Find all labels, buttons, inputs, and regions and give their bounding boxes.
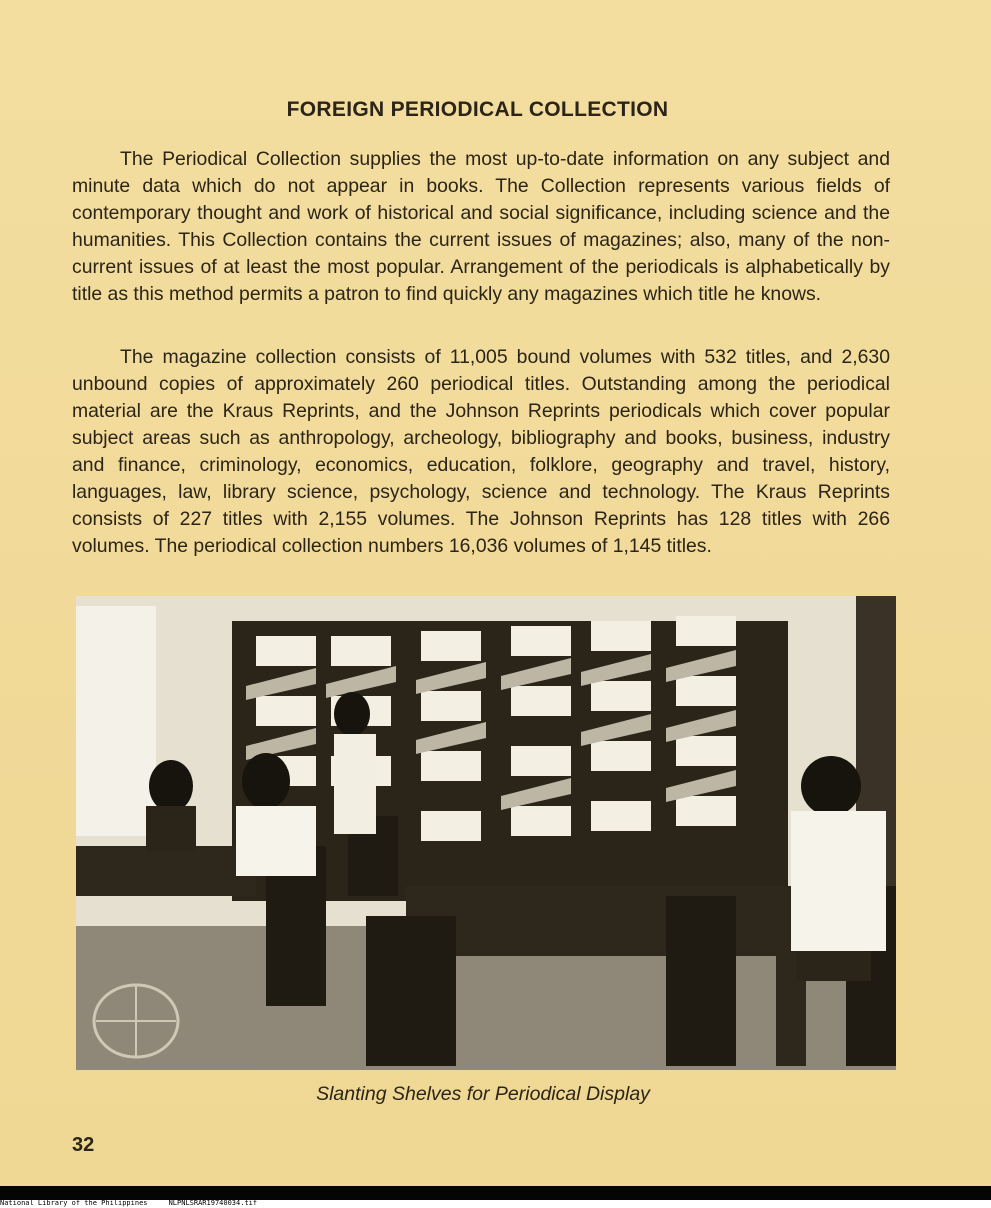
page-number: 32	[72, 1134, 95, 1156]
body-paragraph-2	[72, 344, 890, 560]
scan-border	[0, 1186, 991, 1200]
scan-footer	[0, 1199, 257, 1207]
photo-illustration	[76, 596, 896, 1070]
library-photo	[76, 596, 896, 1070]
photo-caption: Slanting Shelves for Periodical Display	[316, 1083, 650, 1105]
footer-institution: National Library of the Philippines	[0, 1199, 148, 1207]
footer-filename: NLPNLSRAR19740034.tif	[168, 1199, 258, 1207]
page-title: FOREIGN PERIODICAL COLLECTION	[286, 98, 669, 121]
paragraph-text: The Periodical Collection supplies the most up-to-date information on any subject and minute data which do not appear in books. The Collection represents various fields of contemporary thought and work of historical and social significance, including science and the humanities. This Collection contains the current issues of magazines; also, many of the non-current issues of at least the most popular. Arrangement of the periodicals is alphabetically by title as this method permits a patron to find quickly any magazines which title he knows.	[72, 148, 890, 305]
paragraph-text: The magazine collection consists of 11,005 bound volumes with 532 titles, and 2,630 unbound copies of approximately 260 periodical titles. Outstanding among the periodical material are the Kraus Reprints, and the Johnson Reprints periodicals which cover popular subject areas such as anthropology, archeology, bibliography and books, business, industry and finance, criminology, economics, education, folklore, geography and travel, history, languages, law, library science, psychology, science and technology. The Kraus Reprints consists of 227 titles with 2,155 volumes. The Johnson Reprints has 128 titles with 266 volumes. The periodical collection numbers 16,036 volumes of 1,145 titles.	[72, 346, 890, 557]
body-paragraph-1	[72, 146, 890, 308]
